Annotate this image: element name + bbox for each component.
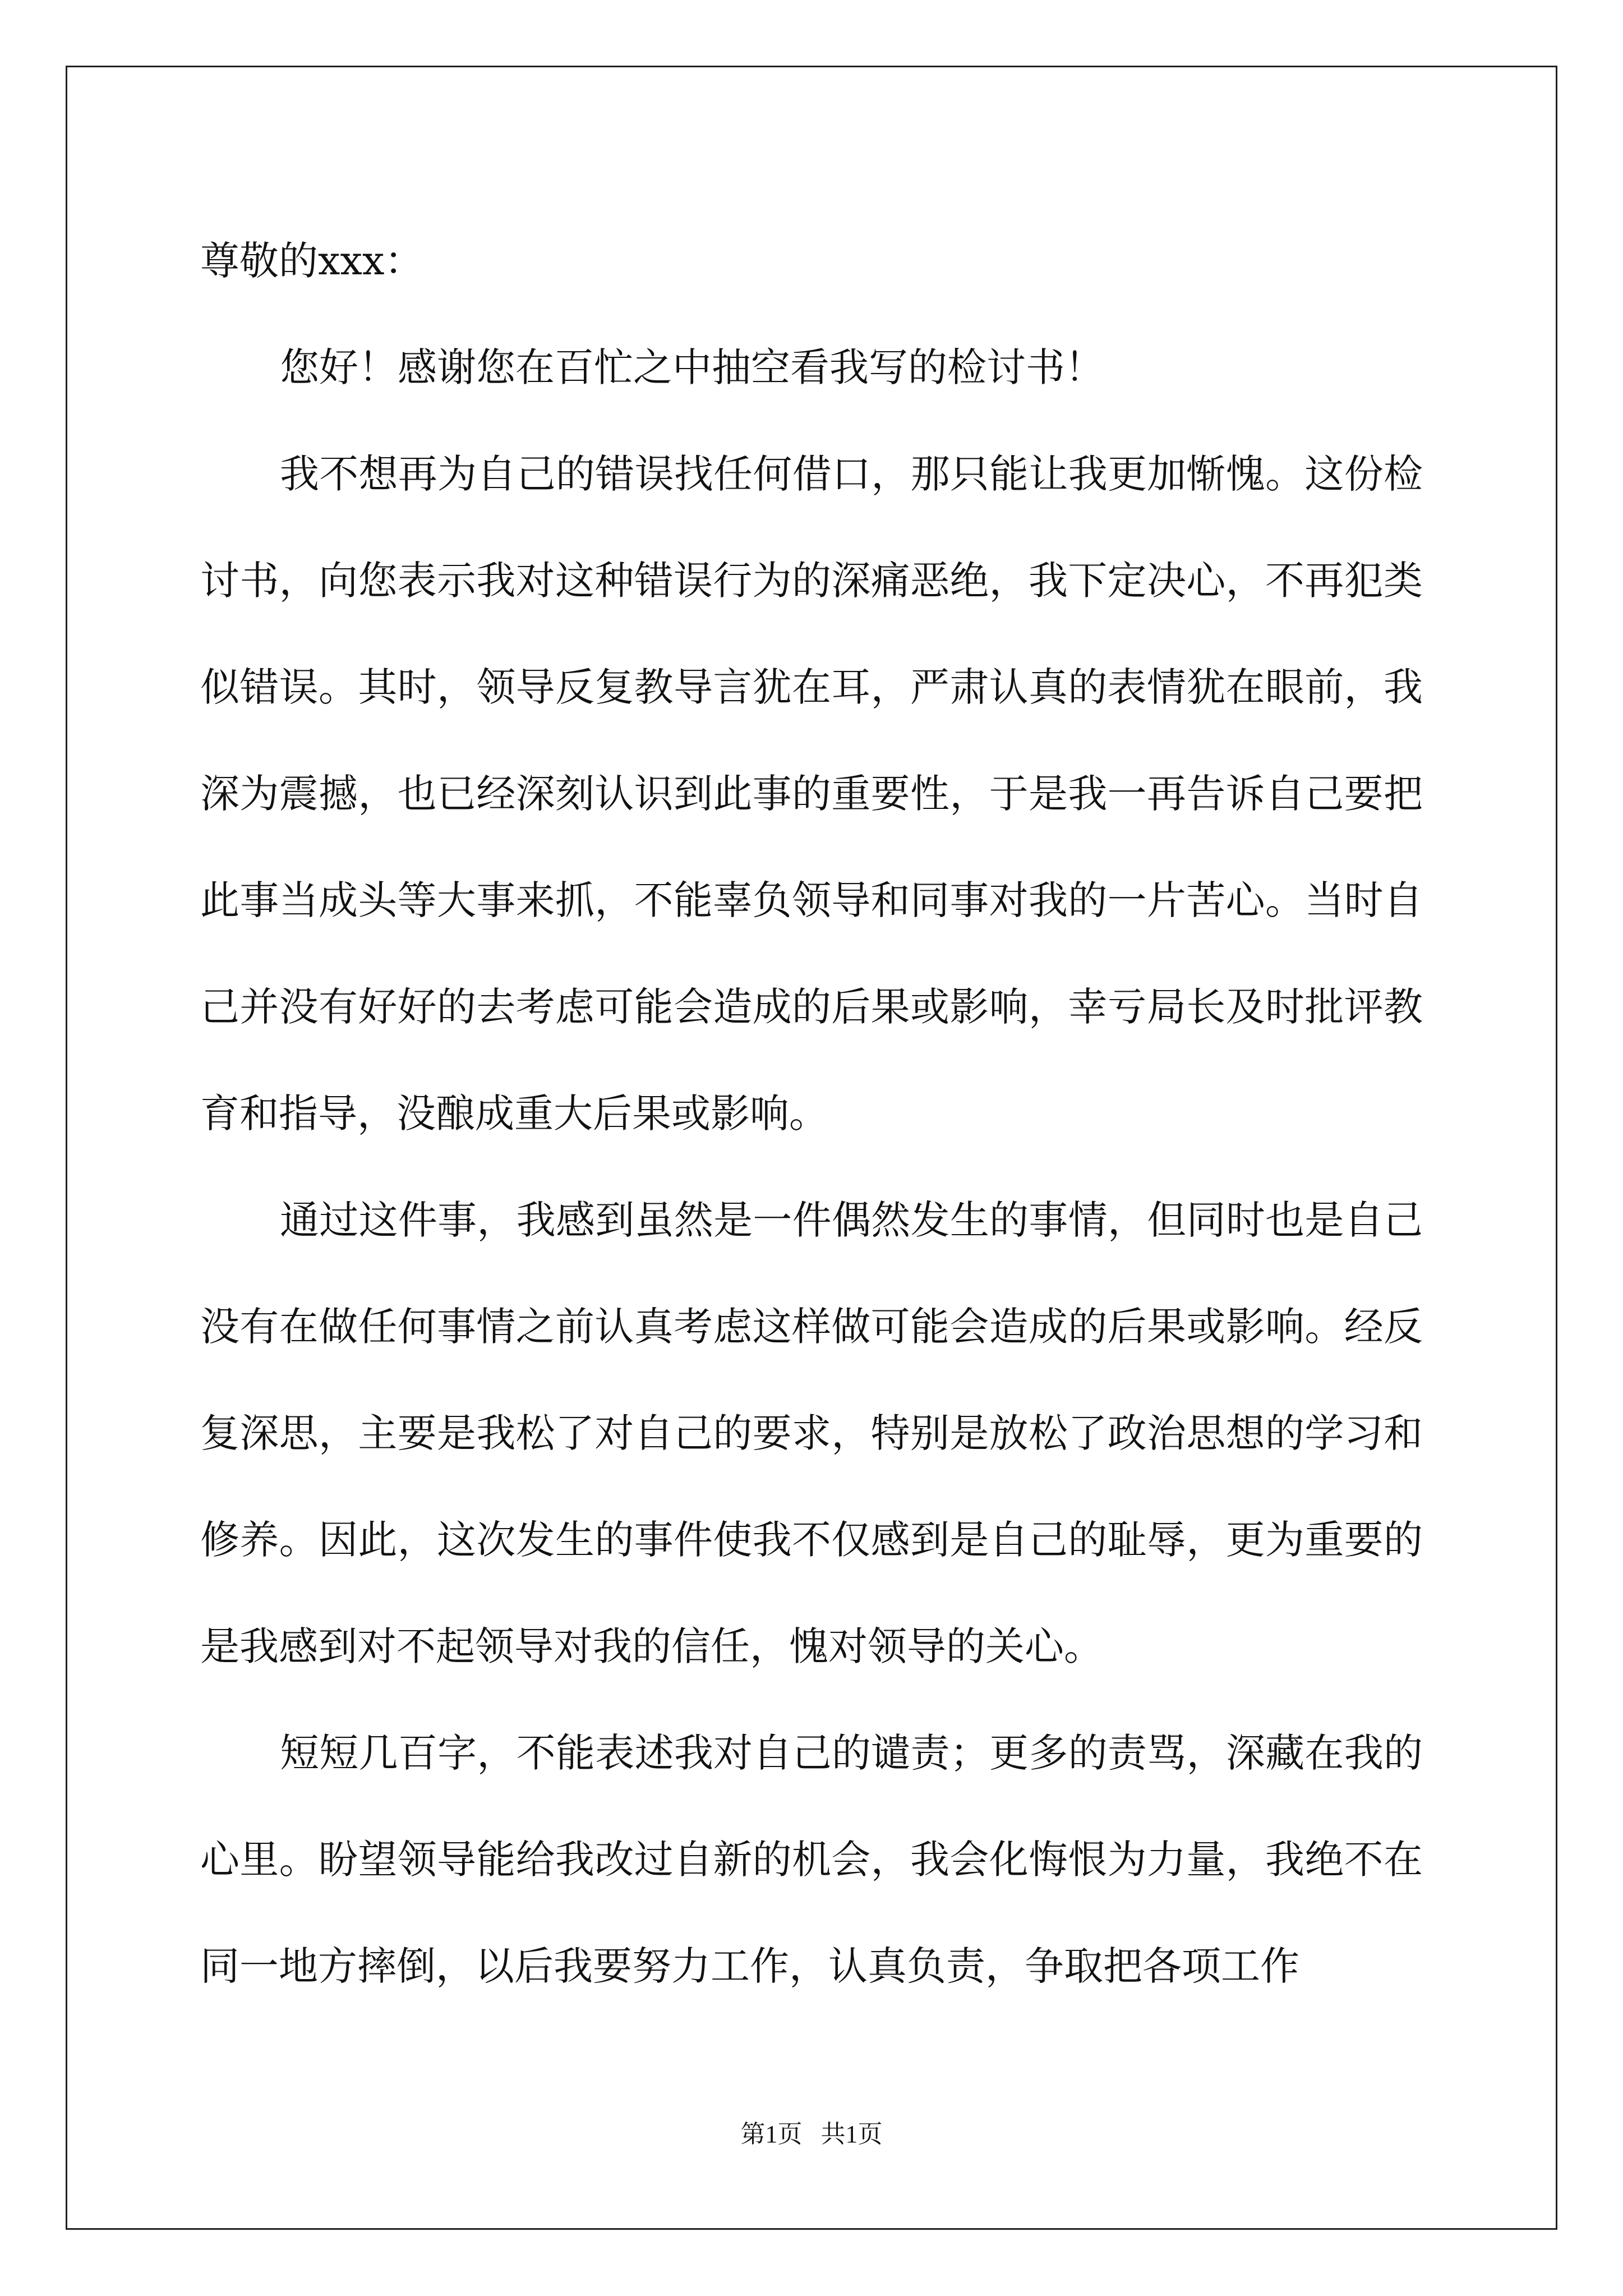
paragraph-commitment: 短短几百字，不能表述我对自己的谴责；更多的责骂，深藏在我的心里。盼望领导能给我改过自新的机会，我会化悔恨为力量，我绝不在同一地方摔倒，以后我要努力工作，认真负责，争取把各项工作 bbox=[200, 1730, 1423, 1989]
paragraph-greeting: 您好！感谢您在百忙之中抽空看我写的检讨书！ bbox=[280, 344, 1104, 390]
paragraph-apology: 我不想再为自己的错误找任何借口，那只能让我更加惭愧。这份检讨书，向您表示我对这种错误行为的深痛恶绝，我下定决心，不再犯类似错误。其时，领导反复教导言犹在耳，严肃认真的表情犹在眼前，我深为震撼，也已经深刻认识到此事的重要性，于是我一再告诉自己要把此事当成头等大事来抓，不能辜负领导和同事对我的一片苦心。当时自己并没有好好的去考虑可能会造成的后果或影响，幸亏局长及时批评教育和指导，没酿成重大后果或影响。 bbox=[200, 451, 1423, 1137]
document-body bbox=[200, 208, 1423, 2019]
paragraph-reflection: 通过这件事，我感到虽然是一件偶然发生的事情，但同时也是自己没有在做任何事情之前认真考虑这样做可能会造成的后果或影响。经反复深思，主要是我松了对自己的要求，特别是放松了政治思想的学习和修养。因此，这次发生的事件使我不仅感到是自己的耻辱，更为重要的是我感到对不起领导对我的信任，愧对领导的关心。 bbox=[200, 1197, 1423, 1669]
salutation: 尊敬的xxx： bbox=[200, 238, 424, 284]
page-number-footer: 第1页 共1页 bbox=[740, 2120, 883, 2148]
